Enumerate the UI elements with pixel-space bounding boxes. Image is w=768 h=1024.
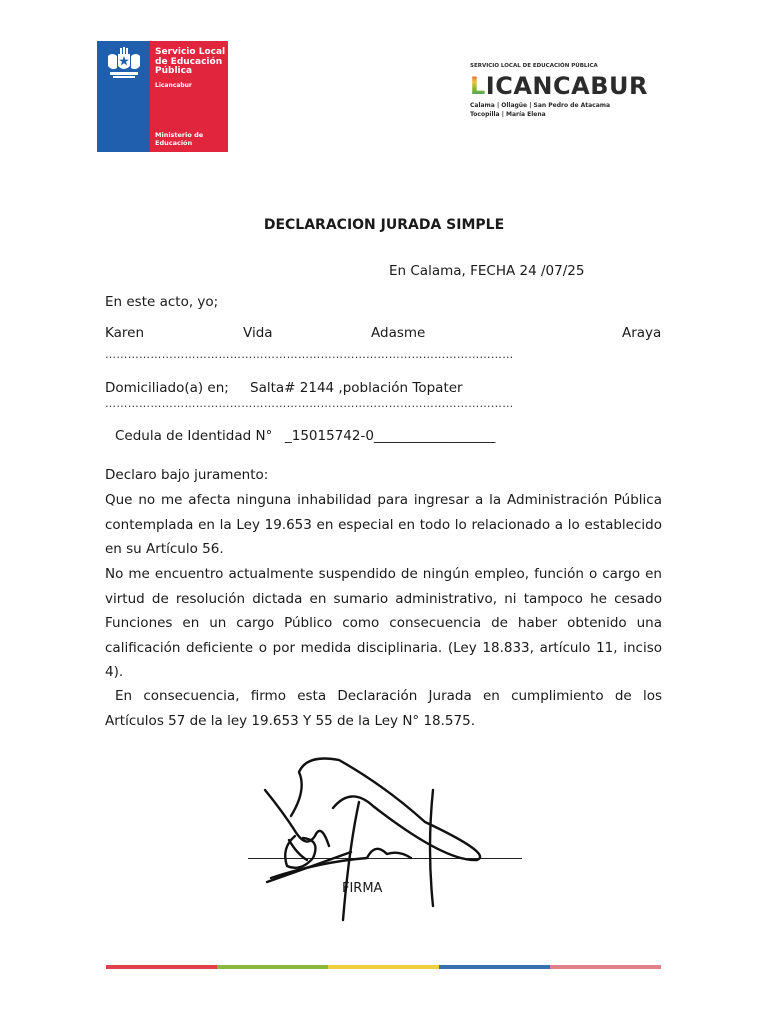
paternal-surname: Adasme xyxy=(371,325,426,341)
footer-color-segment xyxy=(439,965,550,969)
first-name: Karen xyxy=(105,325,145,341)
intro-text: En este acto, yo; xyxy=(105,294,219,310)
logo-communes-line2: Tocopilla | María Elena xyxy=(470,111,546,118)
logo-ministry: Ministerio de Educación xyxy=(155,131,204,147)
signature-label: FIRMA xyxy=(342,881,383,896)
logo-tagline: SERVICIO LOCAL DE EDUCACIÓN PÚBLICA xyxy=(470,63,598,69)
handwritten-signature xyxy=(255,750,505,925)
paragraph-2: No me encuentro actualmente suspendido de ningún empleo, función o cargo en virtud de resolución dictada en sumario administrativo, ni tampoco he cesado Funciones en un cargo Público como consecuencia de haber obtenido una calificación deficiente o por medida disciplinaria. (Ley 18.833, artículo 11, inciso 4). xyxy=(105,566,662,680)
date-line: En Calama, FECHA 24 /07/25 xyxy=(389,263,585,279)
id-label: Cedula de Identidad N° xyxy=(115,428,273,444)
address-label: Domiciliado(a) en; xyxy=(105,380,229,396)
document-title: DECLARACION JURADA SIMPLE xyxy=(263,217,505,233)
footer-color-segment xyxy=(106,965,217,969)
maternal-surname: Araya xyxy=(622,325,662,341)
footer-color-segment xyxy=(550,965,661,969)
logo-wordmark xyxy=(470,72,648,100)
second-name: Vida xyxy=(243,325,273,341)
chile-coat-of-arms-icon xyxy=(104,46,144,80)
name-dotted-line: ……………………………………………………………………………………………… xyxy=(105,348,514,361)
footer-color-segment xyxy=(328,965,439,969)
address-dotted-line: ……………………………………………………………………………………………… xyxy=(105,397,514,410)
logo-red-panel xyxy=(150,41,228,152)
logo-wordmark-initial: L xyxy=(470,72,486,100)
footer-color-bar xyxy=(106,965,661,969)
footer-color-segment xyxy=(217,965,328,969)
logo-title: Servicio Local de Educación Pública xyxy=(155,47,226,76)
address-value: Salta# 2144 ,población Topater xyxy=(250,380,463,396)
id-value: _15015742-0__________________ xyxy=(285,428,496,444)
sle-logo xyxy=(97,41,228,152)
paragraph-3: En consecuencia, firmo esta Declaración Jurada en cumplimiento de los Artículos 57 de la ley 19.653 Y 55 de la Ley N° 18.575. xyxy=(105,688,662,729)
licancabur-logo xyxy=(470,63,680,123)
logo-communes-line1: Calama | Ollagüe | San Pedro de Atacama xyxy=(470,102,611,109)
logo-blue-panel xyxy=(97,41,150,152)
oath-label: Declaro bajo juramento: xyxy=(105,467,269,483)
paragraph-1: Que no me afecta ninguna inhabilidad para ingresar a la Administración Pública contemplada en la Ley 19.653 en especial en todo lo relacionado a lo establecido en su Artículo 56. xyxy=(105,492,662,557)
logo-subtitle: Licancabur xyxy=(155,82,192,89)
logo-wordmark-rest: ICANCABUR xyxy=(485,72,648,100)
